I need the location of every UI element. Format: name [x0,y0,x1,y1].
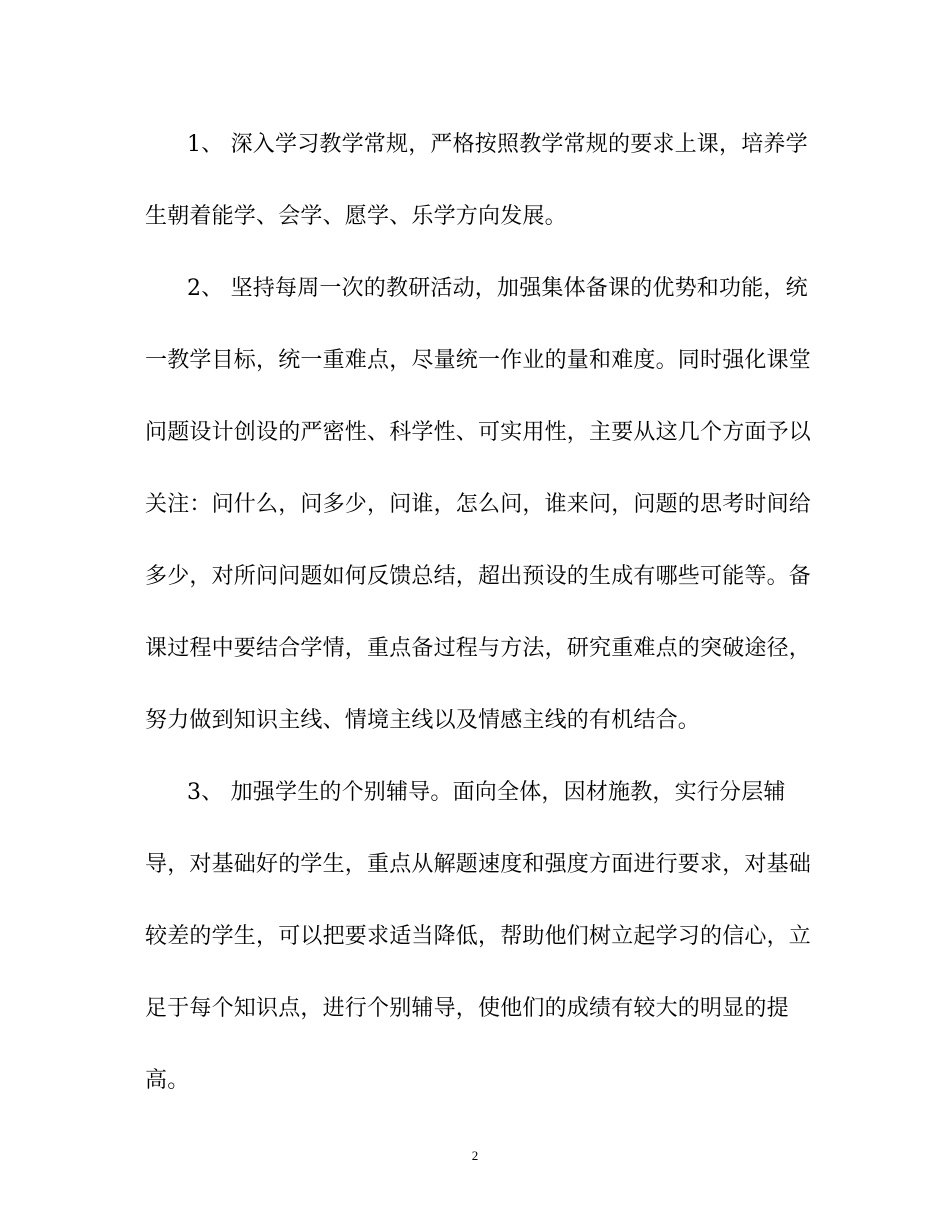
paragraph-2-line-6: 课过程中要结合学情，重点备过程与方法，研究重难点的突破途径， [145,636,812,661]
paragraph-3-line-5: 高。 [145,1068,190,1093]
paragraph-2-line-7: 努力做到知识主线、情境主线以及情感主线的有机结合。 [145,708,701,733]
paragraph-3-line-1: 3、 加强学生的个别辅导。面向全体，因材施教，实行分层辅 [187,780,786,805]
paragraph-3-line-4: 足于每个知识点，进行个别辅导，使他们的成绩有较大的明显的提 [145,996,789,1021]
paragraph-3-line-3: 较差的学生，可以把要求适当降低，帮助他们树立起学习的信心，立 [145,924,812,949]
paragraph-1-line-2: 生朝着能学、会学、愿学、乐学方向发展。 [145,204,567,229]
paragraph-2-line-2: 一教学目标，统一重难点，尽量统一作业的量和难度。同时强化课堂 [145,348,812,373]
paragraph-2-line-1: 2、 坚持每周一次的教研活动，加强集体备课的优势和功能，统 [187,276,808,301]
paragraph-2-line-3: 问题设计创设的严密性、科学性、可实用性，主要从这几个方面予以 [145,420,812,445]
paragraph-2-line-5: 多少，对所问问题如何反馈总结，超出预设的生成有哪些可能等。备 [145,564,812,589]
paragraph-1-line-1: 1、 深入学习教学常规，严格按照教学常规的要求上课，培养学 [187,132,808,157]
page-number: 2 [471,1148,479,1163]
paragraph-2-line-4: 关注：问什么，问多少，问谁，怎么问，谁来问，问题的思考时间给 [145,492,812,517]
paragraph-3-line-2: 导，对基础好的学生，重点从解题速度和强度方面进行要求，对基础 [145,852,812,877]
